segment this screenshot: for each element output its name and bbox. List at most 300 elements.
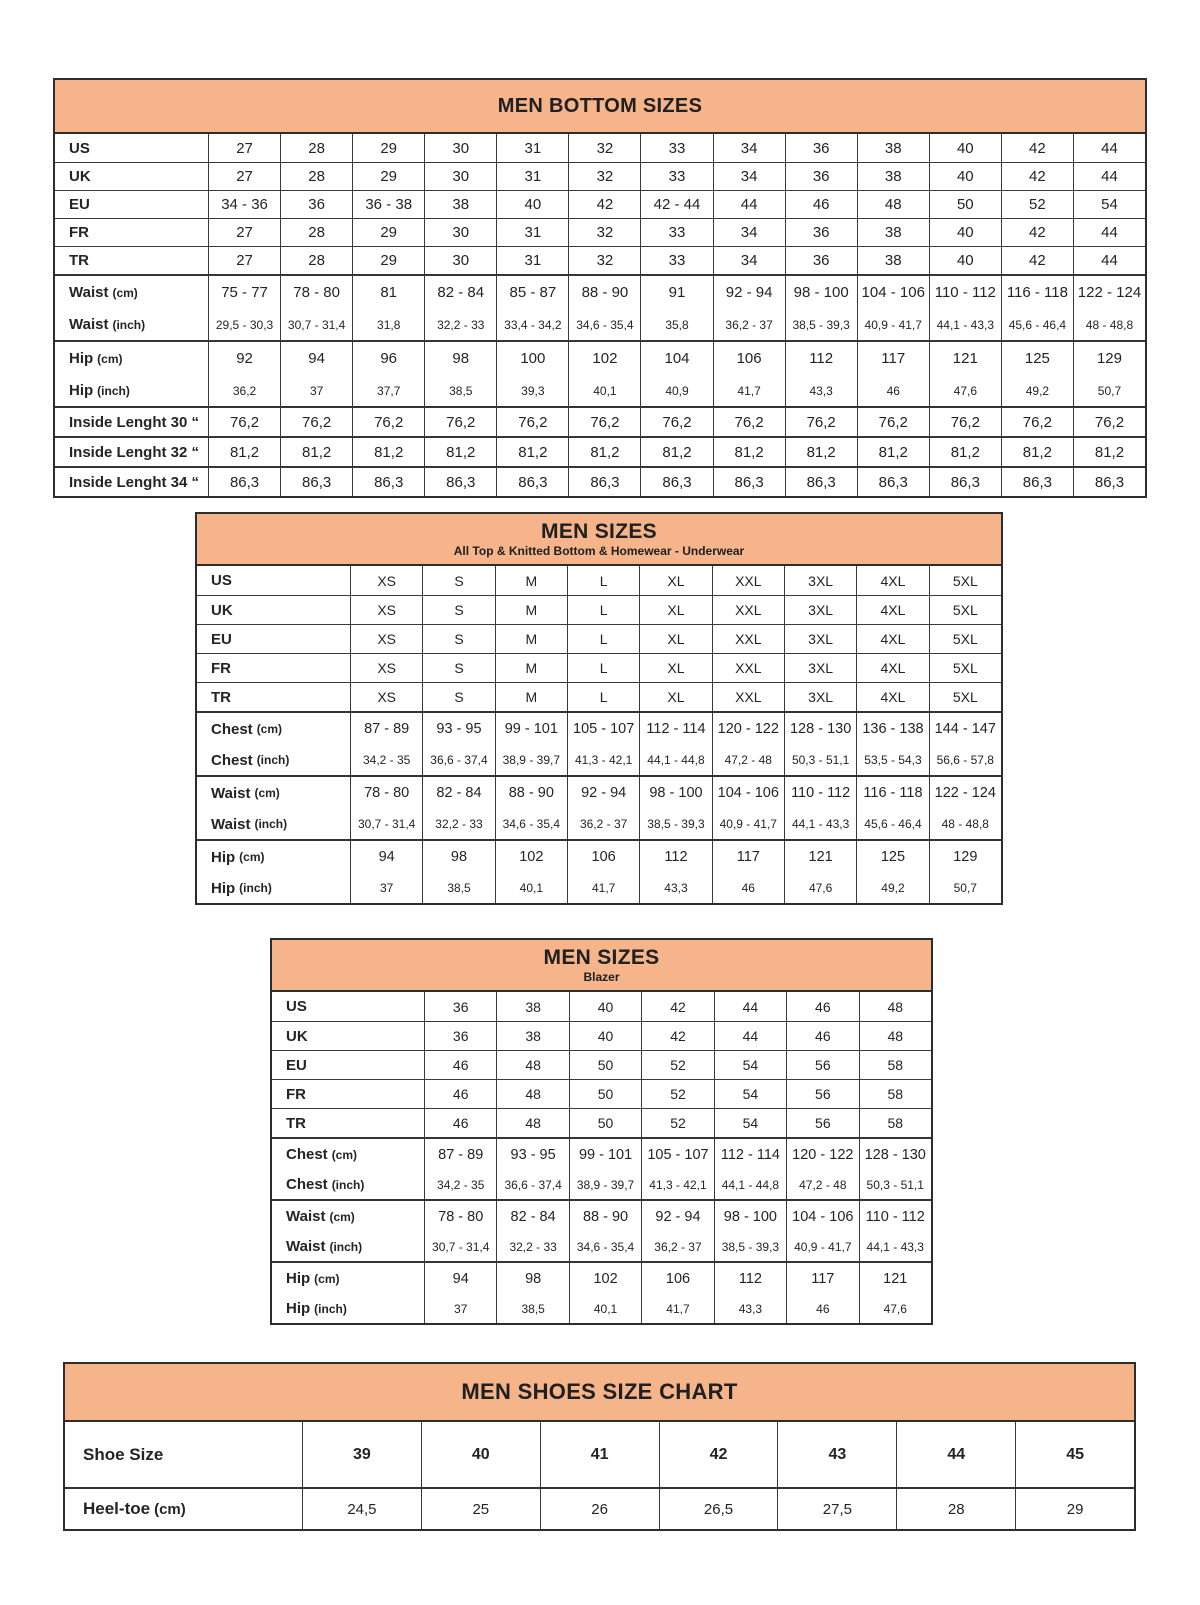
value-cell: 38,5 xyxy=(496,1294,568,1323)
row-label-text: Waist xyxy=(211,784,251,802)
value-cell: 104 - 106 xyxy=(857,276,929,309)
value-cell: 30 xyxy=(424,134,496,162)
value-cell: 110 - 112 xyxy=(784,777,856,809)
value-cell: 38 xyxy=(496,992,568,1021)
value-cell: 98 - 100 xyxy=(785,276,857,309)
value-cell: 24,5 xyxy=(302,1489,421,1529)
value-cell: M xyxy=(495,654,567,682)
value-cell: 38 xyxy=(496,1022,568,1050)
value-cell: 76,2 xyxy=(785,408,857,436)
value-cell: 3XL xyxy=(784,596,856,624)
value-cell: 106 xyxy=(567,841,639,873)
row-label-unit: (cm) xyxy=(254,786,280,800)
value-cell: 38,5 xyxy=(422,873,494,903)
men-sizes-blazer-table xyxy=(270,938,933,1325)
value-cell: 5XL xyxy=(929,654,1001,682)
value-cell: 52 xyxy=(641,1080,713,1108)
row-label-text: Inside Lenght 30 “ xyxy=(69,413,200,431)
table-row xyxy=(55,468,1145,496)
value-cell: 125 xyxy=(856,841,928,873)
value-cell: 32,2 - 33 xyxy=(496,1232,568,1261)
value-cell: 32 xyxy=(568,247,640,274)
value-cell: 44,1 - 44,8 xyxy=(639,745,711,775)
value-cell: 82 - 84 xyxy=(422,777,494,809)
row-label-text: UK xyxy=(69,168,91,185)
value-cell: S xyxy=(422,654,494,682)
value-cell: 40,9 xyxy=(640,375,712,406)
value-cell: 5XL xyxy=(929,596,1001,624)
value-cell: 120 - 122 xyxy=(712,713,784,745)
value-cell: 78 - 80 xyxy=(350,777,422,809)
value-cell: XS xyxy=(350,596,422,624)
value-cell: 42 xyxy=(641,992,713,1021)
table-section xyxy=(55,274,1145,340)
value-cell: 34 xyxy=(713,247,785,274)
value-cell: 48 xyxy=(496,1109,568,1137)
value-cell: 76,2 xyxy=(1001,408,1073,436)
value-cell: 76,2 xyxy=(713,408,785,436)
row-label-cell xyxy=(65,1489,302,1529)
value-cell: 40 xyxy=(569,992,641,1021)
value-cell: 40 xyxy=(929,163,1001,190)
value-cell: 46 xyxy=(857,375,929,406)
value-cell: 117 xyxy=(857,342,929,375)
value-cell: 78 - 80 xyxy=(424,1201,496,1232)
value-cell: 94 xyxy=(424,1263,496,1294)
value-cell: 42 xyxy=(1001,163,1073,190)
value-cell: 4XL xyxy=(856,683,928,711)
table-row xyxy=(55,438,1145,466)
value-cell: 129 xyxy=(1073,342,1145,375)
table-section xyxy=(197,566,1001,711)
value-cell: 44 xyxy=(896,1422,1015,1487)
value-cell: 54 xyxy=(714,1051,786,1079)
value-cell: 41,3 - 42,1 xyxy=(641,1170,713,1199)
value-cell: 85 - 87 xyxy=(496,276,568,309)
table-section xyxy=(65,1422,1134,1487)
row-label-cell xyxy=(272,1232,424,1261)
value-cell: 34,6 - 35,4 xyxy=(568,309,640,340)
value-cell: 27,5 xyxy=(777,1489,896,1529)
table-row xyxy=(197,682,1001,711)
value-cell: 38,5 xyxy=(424,375,496,406)
value-cell: 38,5 - 39,3 xyxy=(639,809,711,839)
value-cell: 88 - 90 xyxy=(495,777,567,809)
row-label-cell xyxy=(197,713,350,745)
table-section xyxy=(272,1137,931,1199)
value-cell: 29 xyxy=(352,247,424,274)
value-cell: 121 xyxy=(784,841,856,873)
value-cell: 27 xyxy=(208,134,280,162)
value-cell: 45,6 - 46,4 xyxy=(856,809,928,839)
value-cell: 33 xyxy=(640,134,712,162)
row-label-unit: (inch) xyxy=(239,881,272,895)
value-cell: 27 xyxy=(208,247,280,274)
value-cell: 38,5 - 39,3 xyxy=(785,309,857,340)
value-cell: 81,2 xyxy=(424,438,496,466)
row-label-cell xyxy=(55,375,208,406)
value-cell: 37 xyxy=(350,873,422,903)
row-label-cell xyxy=(197,625,350,653)
value-cell: 5XL xyxy=(929,566,1001,595)
value-cell: 45,6 - 46,4 xyxy=(1001,309,1073,340)
value-cell: 36,2 - 37 xyxy=(641,1232,713,1261)
value-cell: 41,3 - 42,1 xyxy=(567,745,639,775)
value-cell: 50,3 - 51,1 xyxy=(859,1170,931,1199)
row-label-cell xyxy=(272,1109,424,1137)
value-cell: 43 xyxy=(777,1422,896,1487)
row-label-unit: (cm) xyxy=(329,1209,355,1224)
table-row xyxy=(272,1021,931,1050)
table-section xyxy=(272,1261,931,1323)
row-label-text: Waist xyxy=(69,284,109,301)
value-cell: 112 xyxy=(714,1263,786,1294)
row-label-cell xyxy=(55,134,208,162)
table-row xyxy=(197,713,1001,745)
value-cell: 56 xyxy=(786,1109,858,1137)
value-cell: 40,1 xyxy=(495,873,567,903)
value-cell: M xyxy=(495,683,567,711)
value-cell: 76,2 xyxy=(857,408,929,436)
row-label-cell xyxy=(272,1022,424,1050)
value-cell: XS xyxy=(350,566,422,595)
value-cell: 56,6 - 57,8 xyxy=(929,745,1001,775)
value-cell: 36 xyxy=(424,1022,496,1050)
value-cell: 43,3 xyxy=(714,1294,786,1323)
row-label-text: Inside Lenght 32 “ xyxy=(69,443,200,461)
value-cell: 82 - 84 xyxy=(424,276,496,309)
value-cell: 4XL xyxy=(856,566,928,595)
value-cell: 29 xyxy=(352,163,424,190)
table-row xyxy=(197,653,1001,682)
value-cell: 44,1 - 43,3 xyxy=(784,809,856,839)
row-label-cell xyxy=(272,1170,424,1199)
value-cell: 104 - 106 xyxy=(712,777,784,809)
value-cell: 34 xyxy=(713,134,785,162)
row-label-text: Chest xyxy=(286,1176,328,1193)
value-cell: XS xyxy=(350,683,422,711)
value-cell: 81,2 xyxy=(496,438,568,466)
value-cell: L xyxy=(567,596,639,624)
value-cell: 43,3 xyxy=(785,375,857,406)
value-cell: 40,1 xyxy=(568,375,640,406)
table-header xyxy=(272,940,931,992)
value-cell: 91 xyxy=(640,276,712,309)
value-cell: 48 xyxy=(496,1051,568,1079)
value-cell: 37 xyxy=(280,375,352,406)
value-cell: 46 xyxy=(786,1294,858,1323)
value-cell: 30,7 - 31,4 xyxy=(424,1232,496,1261)
table-row xyxy=(55,375,1145,406)
value-cell: 82 - 84 xyxy=(496,1201,568,1232)
value-cell: 76,2 xyxy=(568,408,640,436)
row-label-text: Inside Lenght 34 “ xyxy=(69,473,200,491)
value-cell: 38 xyxy=(424,191,496,218)
value-cell: 40,9 - 41,7 xyxy=(786,1232,858,1261)
value-cell: 46 xyxy=(424,1051,496,1079)
value-cell: 81,2 xyxy=(568,438,640,466)
row-label-cell xyxy=(55,247,208,274)
row-label-cell xyxy=(55,468,208,496)
table-section xyxy=(272,992,931,1137)
value-cell: 42 xyxy=(641,1022,713,1050)
value-cell: 87 - 89 xyxy=(350,713,422,745)
men-bottom-sizes-table xyxy=(53,78,1147,498)
value-cell: 122 - 124 xyxy=(929,777,1001,809)
value-cell: 76,2 xyxy=(1073,408,1145,436)
value-cell: 81,2 xyxy=(785,438,857,466)
value-cell: 48 - 48,8 xyxy=(929,809,1001,839)
table-row xyxy=(55,134,1145,162)
row-label-cell xyxy=(65,1422,302,1487)
row-label-cell xyxy=(272,1139,424,1170)
value-cell: 86,3 xyxy=(568,468,640,496)
row-label-cell xyxy=(197,777,350,809)
value-cell: 44 xyxy=(1073,219,1145,246)
value-cell: 81,2 xyxy=(713,438,785,466)
table-row xyxy=(65,1422,1134,1487)
value-cell: 34,6 - 35,4 xyxy=(569,1232,641,1261)
value-cell: 45 xyxy=(1015,1422,1134,1487)
value-cell: 31 xyxy=(496,163,568,190)
value-cell: 128 - 130 xyxy=(784,713,856,745)
value-cell: 76,2 xyxy=(929,408,1001,436)
table-row xyxy=(197,745,1001,775)
value-cell: 120 - 122 xyxy=(786,1139,858,1170)
value-cell: 81,2 xyxy=(1073,438,1145,466)
value-cell: 28 xyxy=(280,219,352,246)
row-label-text: Hip xyxy=(69,350,94,367)
table-row xyxy=(272,1139,931,1170)
value-cell: 100 xyxy=(496,342,568,375)
value-cell: 121 xyxy=(859,1263,931,1294)
value-cell: 46 xyxy=(785,191,857,218)
value-cell: 49,2 xyxy=(856,873,928,903)
row-label-unit: (cm) xyxy=(256,722,283,736)
value-cell: 104 xyxy=(640,342,712,375)
value-cell: 5XL xyxy=(929,683,1001,711)
table-row xyxy=(65,1489,1134,1529)
table-row xyxy=(272,1263,931,1294)
table-section xyxy=(55,340,1145,406)
row-label-cell xyxy=(272,1294,424,1323)
value-cell: 116 - 118 xyxy=(1001,276,1073,309)
value-cell: 40 xyxy=(929,134,1001,162)
row-label-text: FR xyxy=(286,1085,306,1103)
value-cell: 50 xyxy=(569,1051,641,1079)
value-cell: M xyxy=(495,566,567,595)
value-cell: 26,5 xyxy=(659,1489,778,1529)
value-cell: 3XL xyxy=(784,654,856,682)
table-row xyxy=(272,1170,931,1199)
row-label-unit: (cm) xyxy=(314,1271,340,1286)
value-cell: 86,3 xyxy=(208,468,280,496)
value-cell: 81,2 xyxy=(208,438,280,466)
value-cell: 41,7 xyxy=(567,873,639,903)
value-cell: 94 xyxy=(350,841,422,873)
row-label-text: UK xyxy=(286,1027,308,1045)
value-cell: 106 xyxy=(713,342,785,375)
value-cell: 38 xyxy=(857,163,929,190)
value-cell: 50,3 - 51,1 xyxy=(784,745,856,775)
value-cell: 42 - 44 xyxy=(640,191,712,218)
value-cell: 42 xyxy=(1001,219,1073,246)
row-label-text: US xyxy=(286,998,307,1015)
value-cell: 34,2 - 35 xyxy=(350,745,422,775)
value-cell: 86,3 xyxy=(496,468,568,496)
value-cell: 38 xyxy=(857,247,929,274)
row-label-text: Chest xyxy=(286,1146,328,1163)
value-cell: 33,4 - 34,2 xyxy=(496,309,568,340)
value-cell: 44 xyxy=(1073,134,1145,162)
value-cell: 29 xyxy=(352,219,424,246)
value-cell: 98 xyxy=(422,841,494,873)
value-cell: 116 - 118 xyxy=(856,777,928,809)
value-cell: 50 xyxy=(569,1109,641,1137)
row-label-cell xyxy=(197,566,350,595)
value-cell: 41,7 xyxy=(713,375,785,406)
row-label-cell xyxy=(197,841,350,873)
value-cell: 50 xyxy=(929,191,1001,218)
row-label-text: Chest xyxy=(211,720,253,738)
value-cell: 44,1 - 43,3 xyxy=(859,1232,931,1261)
value-cell: 48 xyxy=(857,191,929,218)
value-cell: 40 xyxy=(496,191,568,218)
row-label-text: EU xyxy=(69,196,90,213)
value-cell: 93 - 95 xyxy=(422,713,494,745)
value-cell: 47,2 - 48 xyxy=(786,1170,858,1199)
table-row xyxy=(55,162,1145,190)
value-cell: 92 - 94 xyxy=(713,276,785,309)
table-subtitle: All Top & Knitted Bottom & Homewear - Underwear xyxy=(453,544,745,558)
row-label-text: Waist xyxy=(69,316,109,333)
value-cell: 42 xyxy=(659,1422,778,1487)
value-cell: 86,3 xyxy=(352,468,424,496)
value-cell: 33 xyxy=(640,163,712,190)
row-label-unit: (cm) xyxy=(154,1500,186,1518)
value-cell: XL xyxy=(639,654,711,682)
table-row xyxy=(197,624,1001,653)
value-cell: 38,5 - 39,3 xyxy=(714,1232,786,1261)
value-cell: 38,9 - 39,7 xyxy=(495,745,567,775)
value-cell: 88 - 90 xyxy=(569,1201,641,1232)
value-cell: 76,2 xyxy=(208,408,280,436)
row-label-text: FR xyxy=(69,224,89,241)
value-cell: 81,2 xyxy=(1001,438,1073,466)
value-cell: 26 xyxy=(540,1489,659,1529)
value-cell: M xyxy=(495,596,567,624)
value-cell: 47,6 xyxy=(859,1294,931,1323)
value-cell: 4XL xyxy=(856,625,928,653)
value-cell: 56 xyxy=(786,1051,858,1079)
row-label-text: US xyxy=(211,572,232,589)
value-cell: 86,3 xyxy=(424,468,496,496)
value-cell: 29 xyxy=(352,134,424,162)
value-cell: 54 xyxy=(1073,191,1145,218)
value-cell: 34,6 - 35,4 xyxy=(495,809,567,839)
table-subtitle: Blazer xyxy=(583,970,620,984)
value-cell: 30 xyxy=(424,163,496,190)
value-cell: L xyxy=(567,625,639,653)
value-cell: 50,7 xyxy=(1073,375,1145,406)
value-cell: 102 xyxy=(569,1263,641,1294)
value-cell: 36 xyxy=(785,247,857,274)
row-label-text: Hip xyxy=(211,848,236,866)
value-cell: 56 xyxy=(786,1080,858,1108)
value-cell: 98 - 100 xyxy=(639,777,711,809)
value-cell: 28 xyxy=(280,247,352,274)
value-cell: 44 xyxy=(1073,163,1145,190)
value-cell: 52 xyxy=(641,1109,713,1137)
value-cell: 40,9 - 41,7 xyxy=(712,809,784,839)
value-cell: 105 - 107 xyxy=(641,1139,713,1170)
row-label-unit: (cm) xyxy=(331,1147,358,1162)
value-cell: 48 xyxy=(859,1022,931,1050)
value-cell: XXL xyxy=(712,596,784,624)
value-cell: 37 xyxy=(424,1294,496,1323)
value-cell: 98 xyxy=(424,342,496,375)
value-cell: 122 - 124 xyxy=(1073,276,1145,309)
value-cell: 3XL xyxy=(784,625,856,653)
value-cell: 58 xyxy=(859,1080,931,1108)
value-cell: 81,2 xyxy=(352,438,424,466)
value-cell: 50,7 xyxy=(929,873,1001,903)
value-cell: 36 xyxy=(424,992,496,1021)
value-cell: S xyxy=(422,566,494,595)
value-cell: 32 xyxy=(568,219,640,246)
table-body xyxy=(55,134,1145,496)
row-label-cell xyxy=(197,873,350,903)
value-cell: 33 xyxy=(640,219,712,246)
value-cell: 29 xyxy=(1015,1489,1134,1529)
value-cell: 46 xyxy=(712,873,784,903)
row-label-text: US xyxy=(69,139,90,157)
value-cell: 136 - 138 xyxy=(856,713,928,745)
value-cell: 52 xyxy=(1001,191,1073,218)
value-cell: L xyxy=(567,566,639,595)
value-cell: 92 - 94 xyxy=(567,777,639,809)
row-label-text: TR xyxy=(286,1114,306,1132)
men-sizes-tops-table xyxy=(195,512,1003,905)
value-cell: 34 - 36 xyxy=(208,191,280,218)
table-title: MEN BOTTOM SIZES xyxy=(497,94,703,117)
value-cell: XXL xyxy=(712,683,784,711)
table-header xyxy=(197,514,1001,566)
value-cell: 41,7 xyxy=(641,1294,713,1323)
row-label-unit: (inch) xyxy=(314,1301,347,1316)
value-cell: 36,2 - 37 xyxy=(567,809,639,839)
value-cell: 58 xyxy=(859,1051,931,1079)
value-cell: 3XL xyxy=(784,683,856,711)
row-label-cell xyxy=(55,219,208,246)
value-cell: XL xyxy=(639,566,711,595)
table-section xyxy=(55,466,1145,496)
value-cell: 36 xyxy=(280,191,352,218)
value-cell: 76,2 xyxy=(352,408,424,436)
value-cell: 117 xyxy=(786,1263,858,1294)
table-section xyxy=(65,1487,1134,1529)
row-label-text: EU xyxy=(211,630,232,648)
value-cell: 81,2 xyxy=(857,438,929,466)
row-label-text: Waist xyxy=(211,815,251,833)
men-shoes-size-chart-table xyxy=(63,1362,1136,1531)
table-section xyxy=(197,775,1001,839)
row-label-text: FR xyxy=(211,659,231,677)
value-cell: 34 xyxy=(713,219,785,246)
table-body xyxy=(65,1422,1134,1529)
row-label-unit: (inch) xyxy=(329,1239,363,1254)
table-row xyxy=(55,309,1145,340)
